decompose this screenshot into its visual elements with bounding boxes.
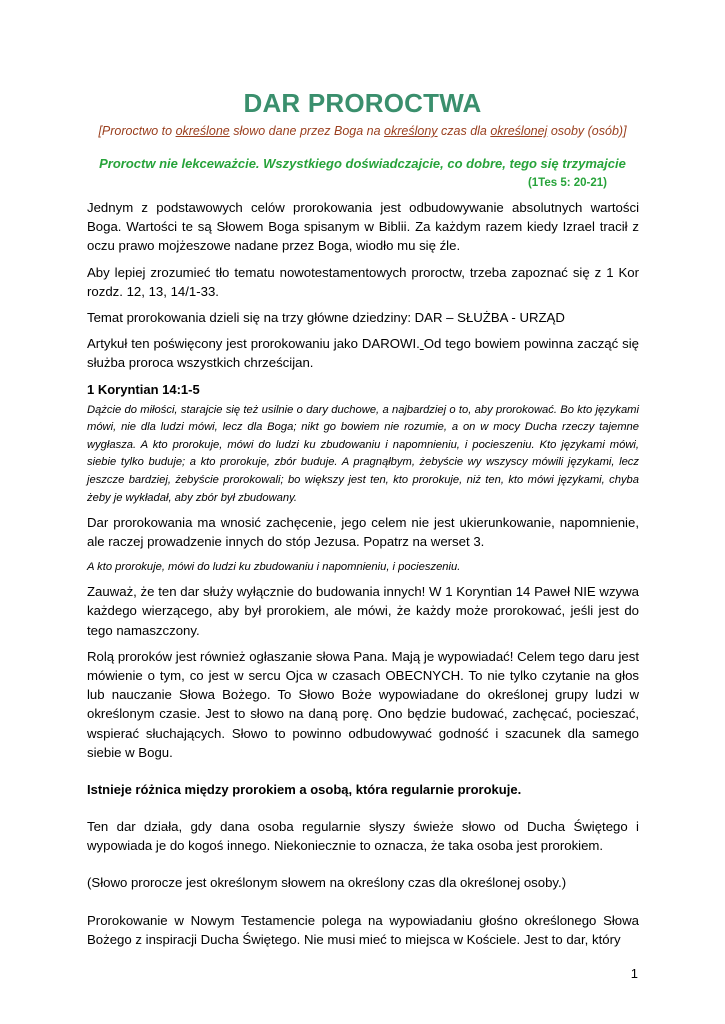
paragraph-8: Ten dar działa, gdy dana osoba regularnie słyszy świeże słowo od Ducha Świętego i wypowiada je do kogoś innego. Niekoniecznie to oznacza, że taka osoba jest prorokiem.: [87, 819, 639, 854]
subtitle-underlined-word: określonej: [490, 124, 548, 138]
subtitle-part: czas dla: [437, 124, 491, 138]
subtitle-part: słowo dane przez Boga na: [229, 124, 385, 138]
paragraph-6: Zauważ, że ten dar służy wyłącznie do budowania innych! W 1 Koryntian 14 Paweł NIE wzywa każdego wierzącego, aby był prorokiem, ale mówi, że każdy może prorokować, jeśli jest do tego namaszczony.: [87, 584, 639, 638]
paragraph-1: Jednym z podstawowych celów prorokowania jest odbudowywanie absolutnych wartości Boga. Wartości te są Słowem Boga spisanym w Biblii. Za każdym razem kiedy Izrael tracił z oczu prawo mojżeszowe nadane przez Boga, wiodło mu się źle.: [87, 200, 639, 254]
subtitle-underlined-word: określone: [175, 124, 230, 138]
scripture-quote-2: A kto prorokuje, mówi do ludzi ku zbudowaniu i napomnieniu, i pocieszeniu.: [87, 560, 461, 573]
page-number: 1: [630, 966, 638, 981]
document-title: DAR PROROCTWA: [243, 88, 482, 118]
scripture-quote-1: Dążcie do miłości, starajcie się też usilnie o dary duchowe, a najbardziej o to, aby prorokować. Bo kto językami mówi, nie dla ludzi mówi, lecz dla Boga; nikt go bowiem nie rozumie, a on w mocy Ducha rzeczy tajemne wygłasza. A kto prorokuje, mówi do ludzi ku zbudowaniu i napomnieniu, i pocieszeniu. Kto językami mówi, siebie tylko buduje; a kto prorokuje, zbór buduje. A pragnąłbym, żebyście wy wszyscy mówili językami, lecz jeszcze bardziej, żebyście prorokowali; bo większy jest ten, kto prorokuje, niż ten, kto mówi językami, chyba żeby je wykładał, aby zbór był zbudowany.: [87, 403, 639, 504]
section-heading-1: 1 Koryntian 14:1-5: [87, 381, 200, 397]
paragraph-10: Prorokowanie w Nowym Testamencie polega na wypowiadaniu głośno określonego Słowa Bożego z inspiracji Ducha Świętego. Nie musi mieć to miejsca w Kościele. Jest to dar, który: [87, 912, 639, 947]
paragraph-4-part: Od tego bowiem powinna zacząć się służba proroca wszystkich chrześcijan.: [87, 336, 639, 371]
paragraph-4-part: Artykuł ten poświęcony jest prorokowaniu jako DAROWI.: [87, 336, 420, 352]
paragraph-2: Aby lepiej zrozumieć tło tematu nowotestamentowych proroctw, trzeba zapoznać się z 1 Kor rozdz. 12, 13, 14/1-33.: [87, 264, 639, 299]
paragraph-3: Temat prorokowania dzieli się na trzy główne dziedziny: DAR – SŁUŻBA - URZĄD: [87, 310, 565, 326]
document-subtitle: [0, 124, 725, 138]
paragraph-5: Dar prorokowania ma wnosić zachęcenie, jego celem nie jest ukierunkowanie, napomnienie, ale raczej prowadzenie innych do stóp Jezusa. Popatrz na werset 3.: [87, 515, 639, 550]
paragraph-4: [87, 334, 639, 372]
subtitle-part: [Proroctwo to: [98, 124, 176, 138]
subtitle-underlined-word: określony: [384, 124, 438, 138]
subtitle-part: osoby (osób)]: [547, 124, 627, 138]
key-verse-reference: (1Tes 5: 20-21): [527, 177, 607, 189]
paragraph-7: Rolą proroków jest również ogłaszanie słowa Pana. Mają je wypowiadać! Celem tego daru jest mówienie o tym, co jest w sercu Ojca w czasach OBECNYCH. To nie tylko czytanie na głos lub nauczanie Słowa Bożego. To Słowo Boże wypowiadane do określonej grupy ludzi w określonym czasie. Jest to słowo na daną porę. Ono będzie budować, zachęcać, pocieszać, wspierać słuchających. Słowo to powinno odbudowywać godność i szacunek dla samego siebie w Bogu.: [87, 648, 639, 760]
key-verse: Proroctw nie lekceważcie. Wszystkiego doświadczajcie, co dobre, tego się trzymajcie: [99, 156, 626, 171]
section-heading-2: Istnieje różnica między prorokiem a osobą, która regularnie prorokuje.: [87, 782, 522, 798]
document-body: [87, 198, 639, 956]
paragraph-9: (Słowo prorocze jest określonym słowem na określony czas dla określonej osoby.): [87, 875, 567, 891]
